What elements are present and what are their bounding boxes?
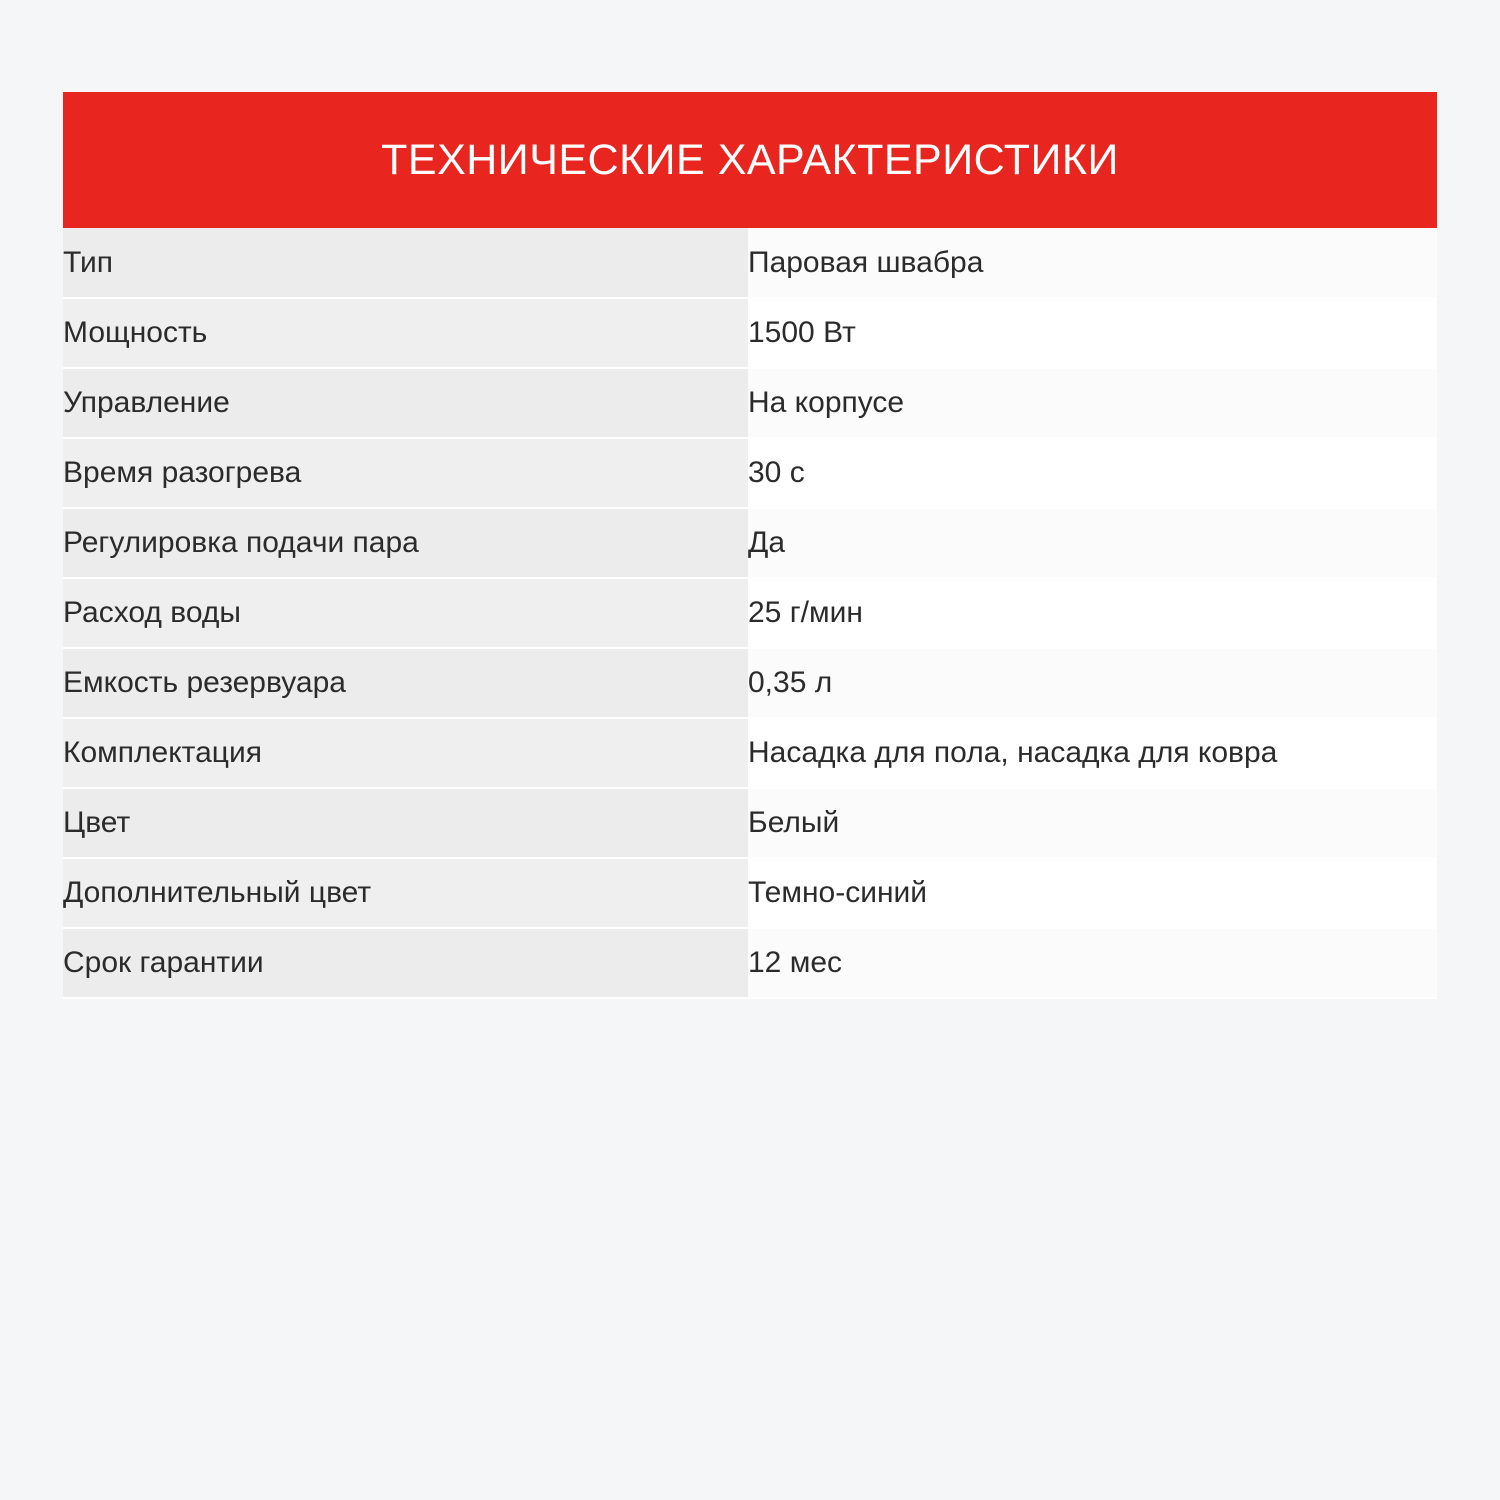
- spec-value: 25 г/мин: [748, 578, 1437, 648]
- spec-value: 0,35 л: [748, 648, 1437, 718]
- spec-value: Да: [748, 508, 1437, 578]
- specifications-table: [63, 228, 1437, 999]
- spec-value: Темно-синий: [748, 858, 1437, 928]
- page-title: ТЕХНИЧЕСКИЕ ХАРАКТЕРИСТИКИ: [381, 135, 1119, 184]
- table-row: [63, 228, 1437, 298]
- table-row: [63, 508, 1437, 578]
- spec-value: 30 с: [748, 438, 1437, 508]
- spec-label: Время разогрева: [63, 438, 748, 508]
- table-row: [63, 578, 1437, 648]
- table-row: [63, 648, 1437, 718]
- table-row: [63, 718, 1437, 788]
- spec-label: Управление: [63, 368, 748, 438]
- spec-value: Белый: [748, 788, 1437, 858]
- spec-label: Расход воды: [63, 578, 748, 648]
- spec-label: Цвет: [63, 788, 748, 858]
- table-row: [63, 368, 1437, 438]
- spec-value: 12 мес: [748, 928, 1437, 998]
- table-row: [63, 438, 1437, 508]
- specifications-table-body: [63, 228, 1437, 998]
- spec-label: Тип: [63, 228, 748, 298]
- table-row: [63, 788, 1437, 858]
- spec-label: Срок гарантии: [63, 928, 748, 998]
- spec-label: Регулировка подачи пара: [63, 508, 748, 578]
- spec-value: Паровая швабра: [748, 228, 1437, 298]
- spec-label: Комплектация: [63, 718, 748, 788]
- table-row: [63, 858, 1437, 928]
- spec-label: Емкость резервуара: [63, 648, 748, 718]
- spec-value: На корпусе: [748, 368, 1437, 438]
- spec-label: Дополнительный цвет: [63, 858, 748, 928]
- spec-label: Мощность: [63, 298, 748, 368]
- specifications-header: [63, 92, 1437, 228]
- spec-value: Насадка для пола, насадка для ковра: [748, 718, 1437, 788]
- specifications-card: [63, 92, 1437, 999]
- table-row: [63, 928, 1437, 998]
- table-row: [63, 298, 1437, 368]
- spec-value: 1500 Вт: [748, 298, 1437, 368]
